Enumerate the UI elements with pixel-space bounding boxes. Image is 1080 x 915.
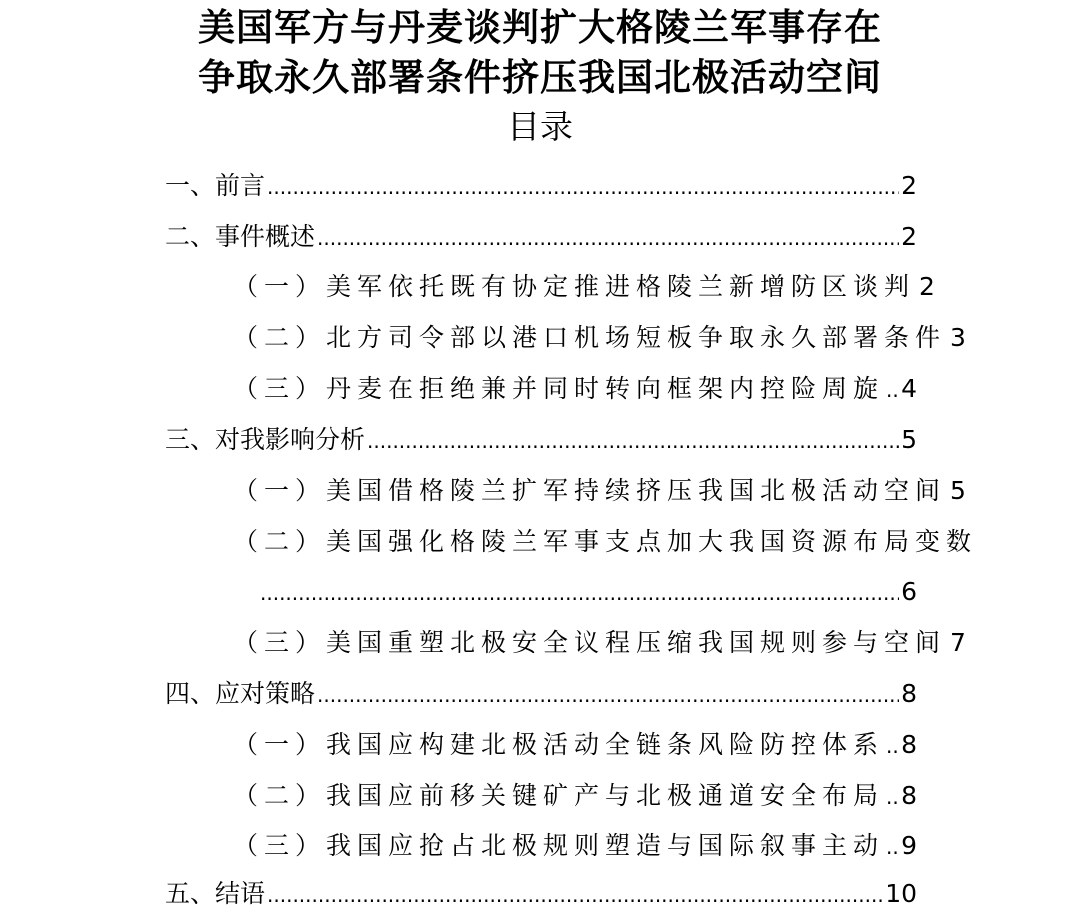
toc-page-number: 5: [901, 425, 917, 454]
toc-page-number: 3: [950, 323, 966, 352]
toc-entry-text: （一）美国借格陵兰扩军持续挤压我国北极活动空间: [233, 476, 947, 505]
toc-entry-2-3[interactable]: [233, 369, 917, 409]
toc-entry-text: （一）美军依托既有协定推进格陵兰新增防区谈判: [233, 272, 916, 301]
toc-page-number: 9: [901, 831, 917, 860]
toc-page-number: 7: [950, 628, 966, 657]
toc-heading: 目录: [507, 107, 573, 146]
toc-page-number: 8: [901, 781, 917, 810]
toc-entry-2-1[interactable]: [233, 267, 935, 307]
toc-entry-3-3[interactable]: [233, 623, 966, 663]
toc-entry-impact-analysis[interactable]: [165, 420, 917, 460]
toc-entry-event-overview[interactable]: [165, 217, 917, 257]
toc-entry-continuation: [258, 572, 917, 612]
toc-entry-text: （三）美国重塑北极安全议程压缩我国规则参与空间: [233, 628, 947, 657]
toc-leader-dots: [317, 217, 899, 258]
toc-leader-dots: [886, 776, 899, 817]
toc-page-number: 8: [901, 679, 917, 708]
toc-entry-text: （一）我国应构建北极活动全链条风险防控体系: [233, 730, 885, 759]
toc-entry-preface[interactable]: [165, 166, 917, 206]
toc-page-number: 2: [901, 222, 917, 251]
toc-leader-dots: [886, 826, 899, 867]
toc-entry-text: 一、前言: [165, 171, 266, 200]
toc-entry-text: 二、事件概述: [165, 222, 316, 251]
toc-page-number: 5: [950, 476, 966, 505]
toc-page-number: 4: [901, 374, 917, 403]
toc-leader-dots: [367, 420, 899, 461]
toc-entry-text: （二）北方司令部以港口机场短板争取永久部署条件: [233, 323, 947, 352]
toc-entry-4-2[interactable]: [233, 776, 917, 816]
toc-entry-4-3[interactable]: [233, 826, 917, 866]
toc-entry-text: （二）美国强化格陵兰军事支点加大我国资源布局变数: [233, 527, 978, 556]
toc-leader-dots: [317, 674, 899, 715]
toc-leader-dots: [267, 166, 899, 207]
toc-page-number: 2: [919, 272, 935, 301]
toc-entry-2-2[interactable]: [233, 318, 966, 358]
toc-page-number: 10: [885, 879, 917, 908]
toc-entry-text: （三）丹麦在拒绝兼并同时转向框架内控险周旋: [233, 374, 885, 403]
toc-page-number: 8: [901, 730, 917, 759]
toc-entry-text: 三、对我影响分析: [165, 425, 366, 454]
toc-leader-dots: [886, 369, 899, 410]
toc-page-number: 2: [901, 171, 917, 200]
toc-entry-text: （三）我国应抢占北极规则塑造与国际叙事主动: [233, 831, 885, 860]
toc-entry-text: （二）我国应前移关键矿产与北极通道安全布局: [233, 781, 885, 810]
document-title-line-1: 美国军方与丹麦谈判扩大格陵兰军事存在: [198, 5, 882, 49]
toc-entry-text: 四、应对策略: [165, 679, 316, 708]
toc-entry-3-1[interactable]: [233, 471, 966, 511]
toc-leader-dots: [267, 874, 883, 915]
toc-entry-4-1[interactable]: [233, 725, 917, 765]
toc-leader-dots: [260, 572, 899, 613]
toc-leader-dots: [886, 725, 899, 766]
document-title-line-2: 争取永久部署条件挤压我国北极活动空间: [198, 55, 882, 99]
toc-page-number: 6: [901, 577, 917, 606]
toc-entry-countermeasures[interactable]: [165, 674, 917, 714]
toc-entry-text: 五、结语: [165, 879, 266, 908]
toc-entry-conclusion[interactable]: [165, 874, 917, 914]
